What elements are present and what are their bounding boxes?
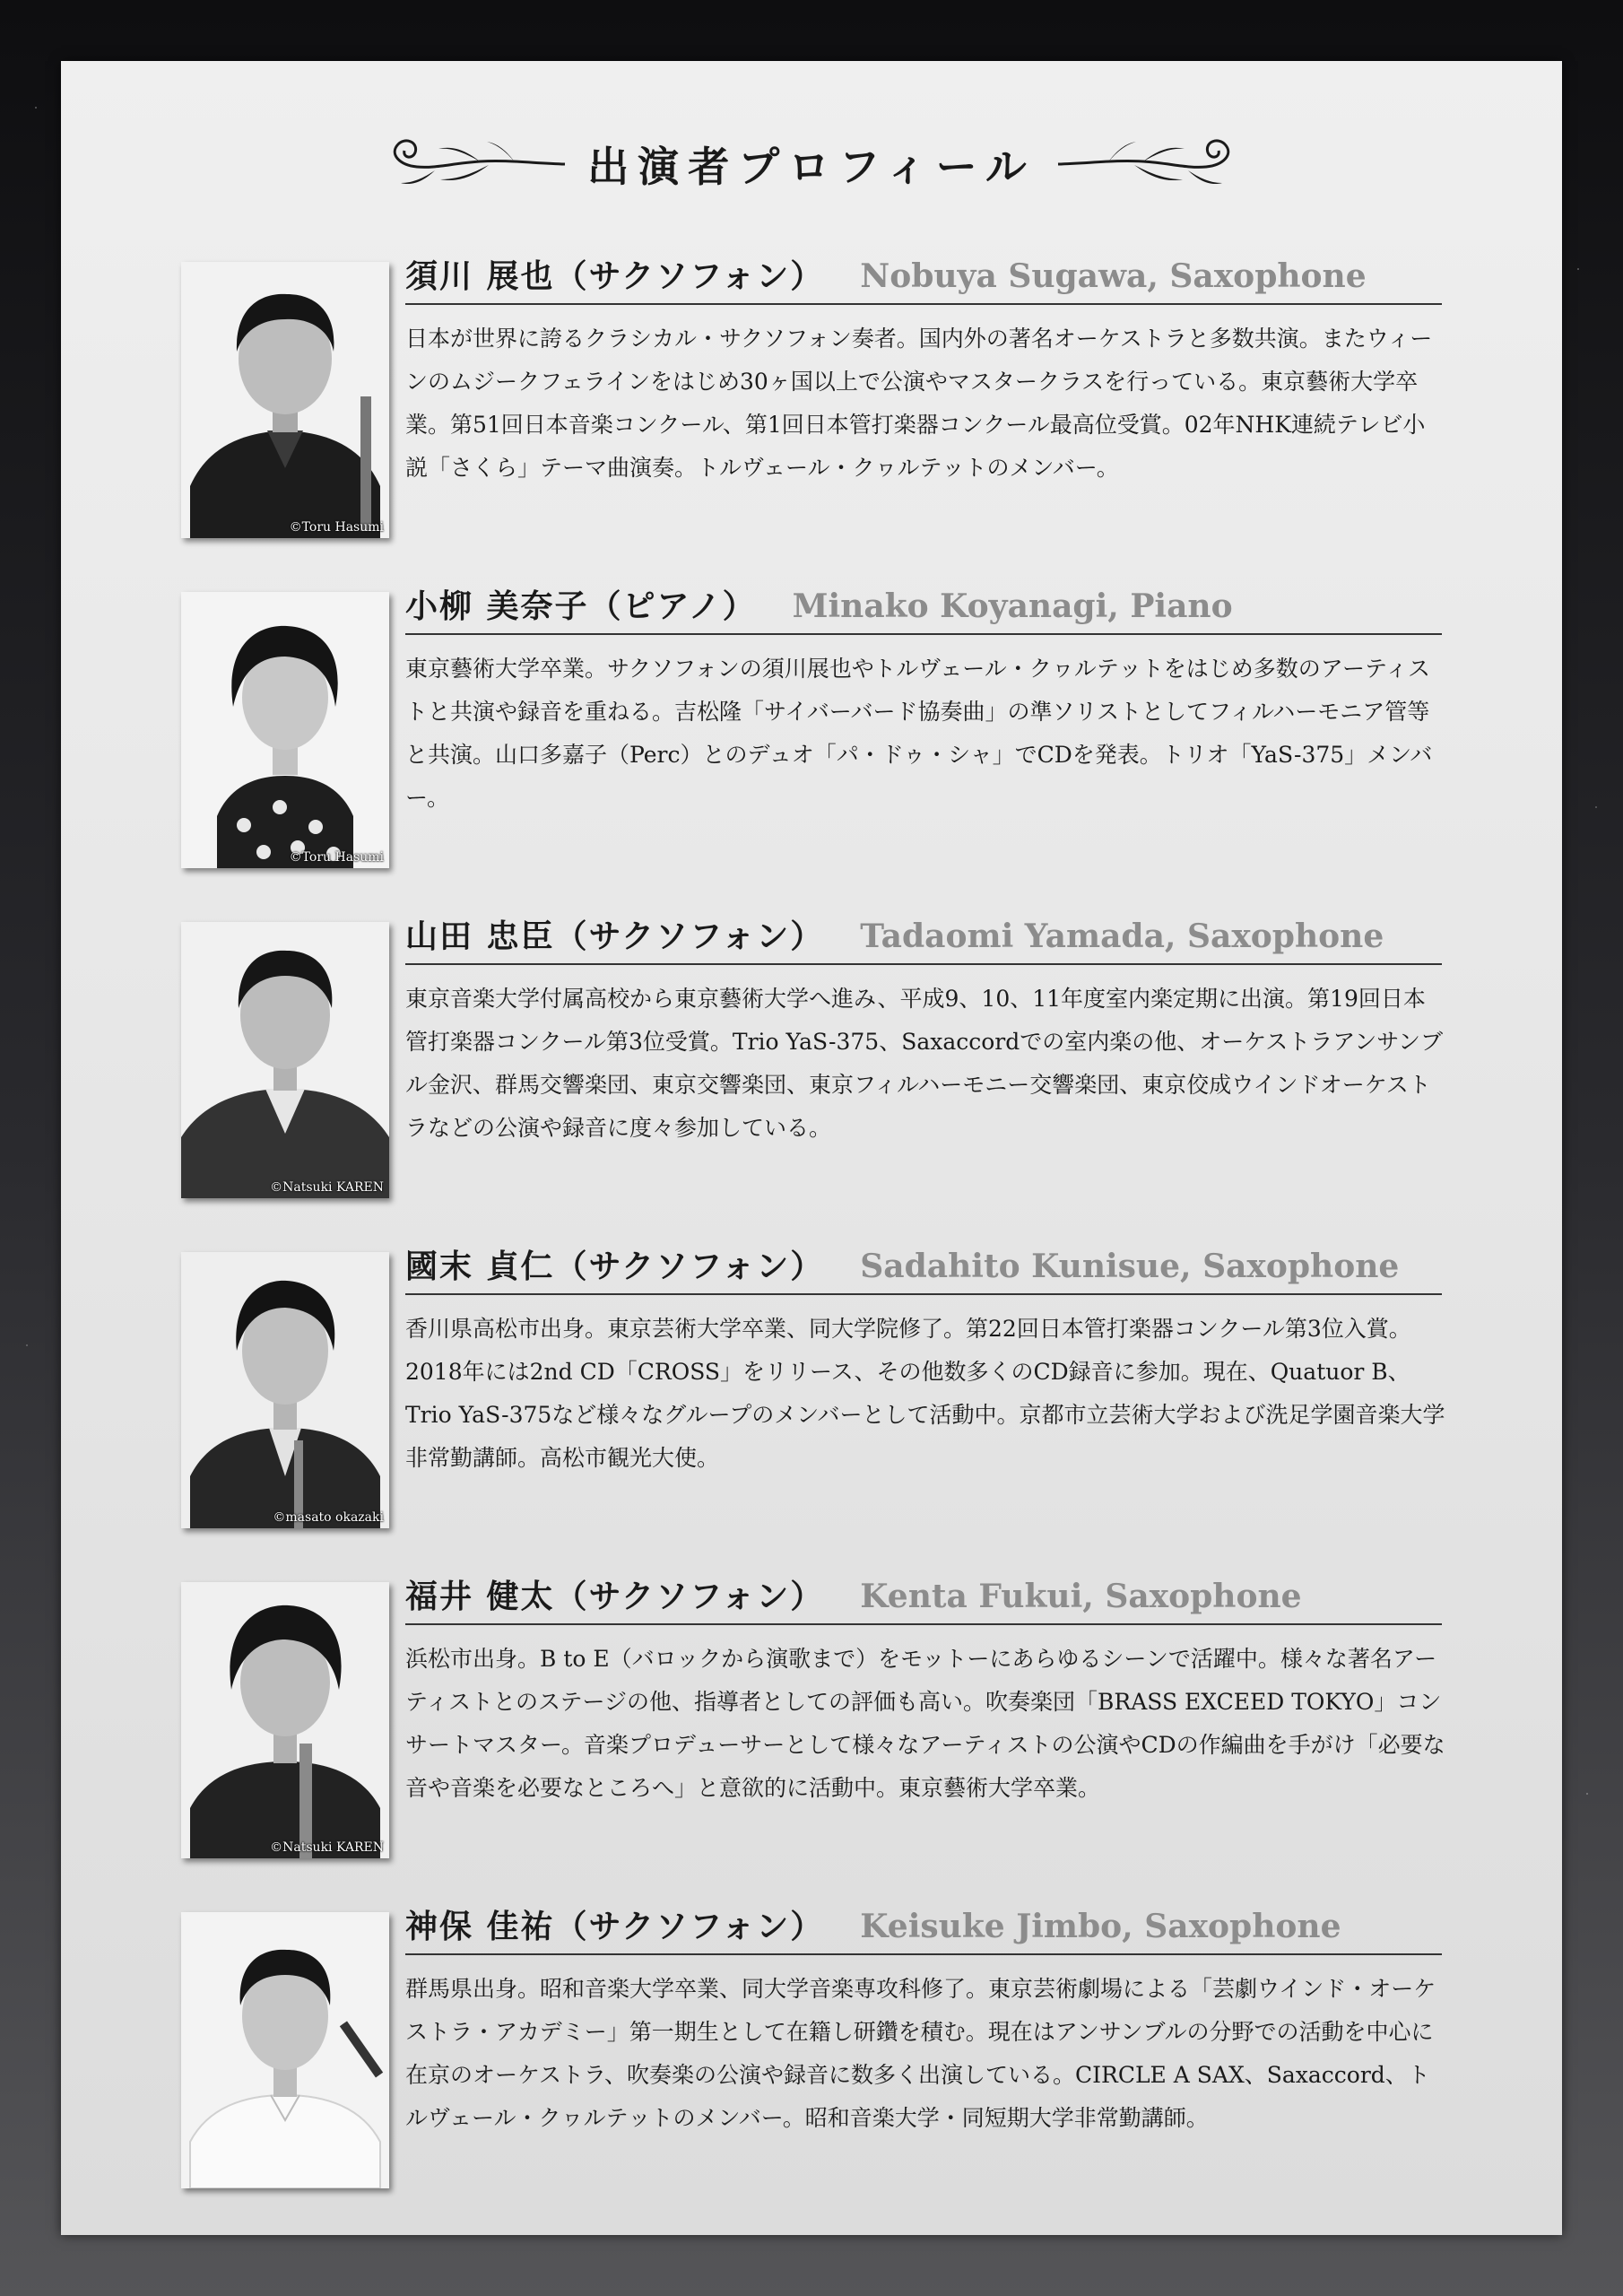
performer-name-english: Sadahito Kunisue, Saxophone xyxy=(860,1248,1400,1285)
performer-biography: 群馬県出身。昭和音楽大学卒業、同大学音楽専攻科修了。東京芸術劇場による「芸劇ウインド・オーケストラ・アカデミー」第一期生として在籍し研鑽を積む。現在はアンサンブルの分野での活動を中心に在京のオーケストラ、吹奏楽の公演や録音に数多く出演している。CIRCLE A SAX、Saxaccord、トルヴェール・クヮルテットのメンバー。昭和音楽大学・同短期大学非常勤講師。 xyxy=(405,1976,1436,2131)
performer-photo xyxy=(181,262,389,538)
performer-name-japanese: 小柳 美奈子（ピアノ） xyxy=(405,587,757,625)
profile-entry xyxy=(181,251,1508,538)
photo-credit: ©Toru Hasumi xyxy=(289,520,384,535)
performer-biography: 香川県高松市出身。東京芸術大学卒業、同大学院修了。第22回日本管打楽器コンクール第3位入賞。2018年には2nd CD「CROSS」をリリース、その他数多くのCD録音に参加。現在、Quatuor B、Trio YaS-375など様々なグループのメンバーとして活動中。京都市立芸術大学および洗足学園音楽大学非常勤講師。高松市観光大使。 xyxy=(405,1316,1445,1471)
profile-entry xyxy=(181,1241,1508,1528)
performer-name-heading xyxy=(405,1901,1442,1955)
performer-name-english: Minako Koyanagi, Piano xyxy=(792,587,1233,625)
performer-biography: 東京藝術大学卒業。サクソフォンの須川展也やトルヴェール・クヮルテットをはじめ多数のアーティストと共演や録音を重ねる。吉松隆「サイバーバード協奏曲」の準ソリストとしてフィルハーモニア管等と共演。山口多嘉子（Perc）とのデュオ「パ・ドゥ・シャ」でCDを発表。トリオ「YaS-375」メンバー。 xyxy=(405,656,1433,811)
performer-name-english: Kenta Fukui, Saxophone xyxy=(860,1578,1302,1615)
performer-name-japanese: 山田 忠臣（サクソフォン） xyxy=(405,918,825,955)
profile-entry xyxy=(181,1901,1508,2188)
profile-entry xyxy=(181,1571,1508,1858)
profile-entry xyxy=(181,581,1508,868)
performer-biography: 浜松市出身。B to E（バロックから演歌まで）をモットーにあらゆるシーンで活躍中。様々な著名アーティストとのステージの他、指導者としての評価も高い。吹奏楽団「BRASS EXCEED TOKYO」コンサートマスター。音楽プロデューサーとして様々なアーティストの公演やCDの作編曲を手がけ「必要な音や音楽を必要なところへ」と意欲的に活動中。東京藝術大学卒業。 xyxy=(405,1646,1445,1801)
right-flourish-ornament xyxy=(1054,124,1242,204)
photo-credit: ©Natsuki KAREN xyxy=(270,1840,384,1855)
performer-name-heading xyxy=(405,911,1442,965)
performer-biography: 東京音楽大学付属高校から東京藝術大学へ進み、平成9、10、11年度室内楽定期に出演。第19回日本管打楽器コンクール第3位受賞。Trio YaS-375、Saxaccordでの室内楽の他、オーケストラアンサンブル金沢、群馬交響楽団、東京交響楽団、東京フィルハーモニー交響楽団、東京佼成ウインドオーケストラなどの公演や録音に度々参加している。 xyxy=(405,986,1443,1141)
performer-name-japanese: 國末 貞仁（サクソフォン） xyxy=(405,1248,825,1285)
profile-sheet xyxy=(61,61,1562,2235)
performer-name-heading xyxy=(405,581,1442,635)
performer-name-english: Nobuya Sugawa, Saxophone xyxy=(860,257,1367,295)
photo-credit: ©Natsuki KAREN xyxy=(270,1180,384,1195)
page-header xyxy=(61,115,1562,213)
performer-photo xyxy=(181,592,389,868)
performer-photo xyxy=(181,922,389,1198)
profile-entry xyxy=(181,911,1508,1198)
performer-name-heading xyxy=(405,1571,1442,1625)
performer-name-heading xyxy=(405,251,1442,305)
photo-credit: ©masato okazaki xyxy=(273,1510,384,1525)
performer-photo xyxy=(181,1912,389,2188)
performer-biography: 日本が世界に誇るクラシカル・サクソフォン奏者。国内外の著名オーケストラと多数共演。またウィーンのムジークフェラインをはじめ30ヶ国以上で公演やマスタークラスを行っている。東京藝術大学卒業。第51回日本音楽コンクール、第1回日本管打楽器コンクール最高位受賞。02年NHK連続テレビ小説「さくら」テーマ曲演奏。トルヴェール・クヮルテットのメンバー。 xyxy=(405,326,1433,481)
performer-name-japanese: 福井 健太（サクソフォン） xyxy=(405,1578,825,1615)
performer-name-english: Keisuke Jimbo, Saxophone xyxy=(860,1908,1341,1945)
performer-name-heading xyxy=(405,1241,1442,1295)
performer-photo xyxy=(181,1252,389,1528)
page-title: 出演者プロフィール xyxy=(587,143,1036,191)
performer-name-japanese: 須川 展也（サクソフォン） xyxy=(405,257,825,295)
performer-photo xyxy=(181,1582,389,1858)
performer-name-english: Tadaomi Yamada, Saxophone xyxy=(860,918,1384,955)
photo-credit: ©Toru Hasumi xyxy=(289,850,384,865)
left-flourish-ornament xyxy=(381,124,569,204)
performer-name-japanese: 神保 佳祐（サクソフォン） xyxy=(405,1908,825,1945)
